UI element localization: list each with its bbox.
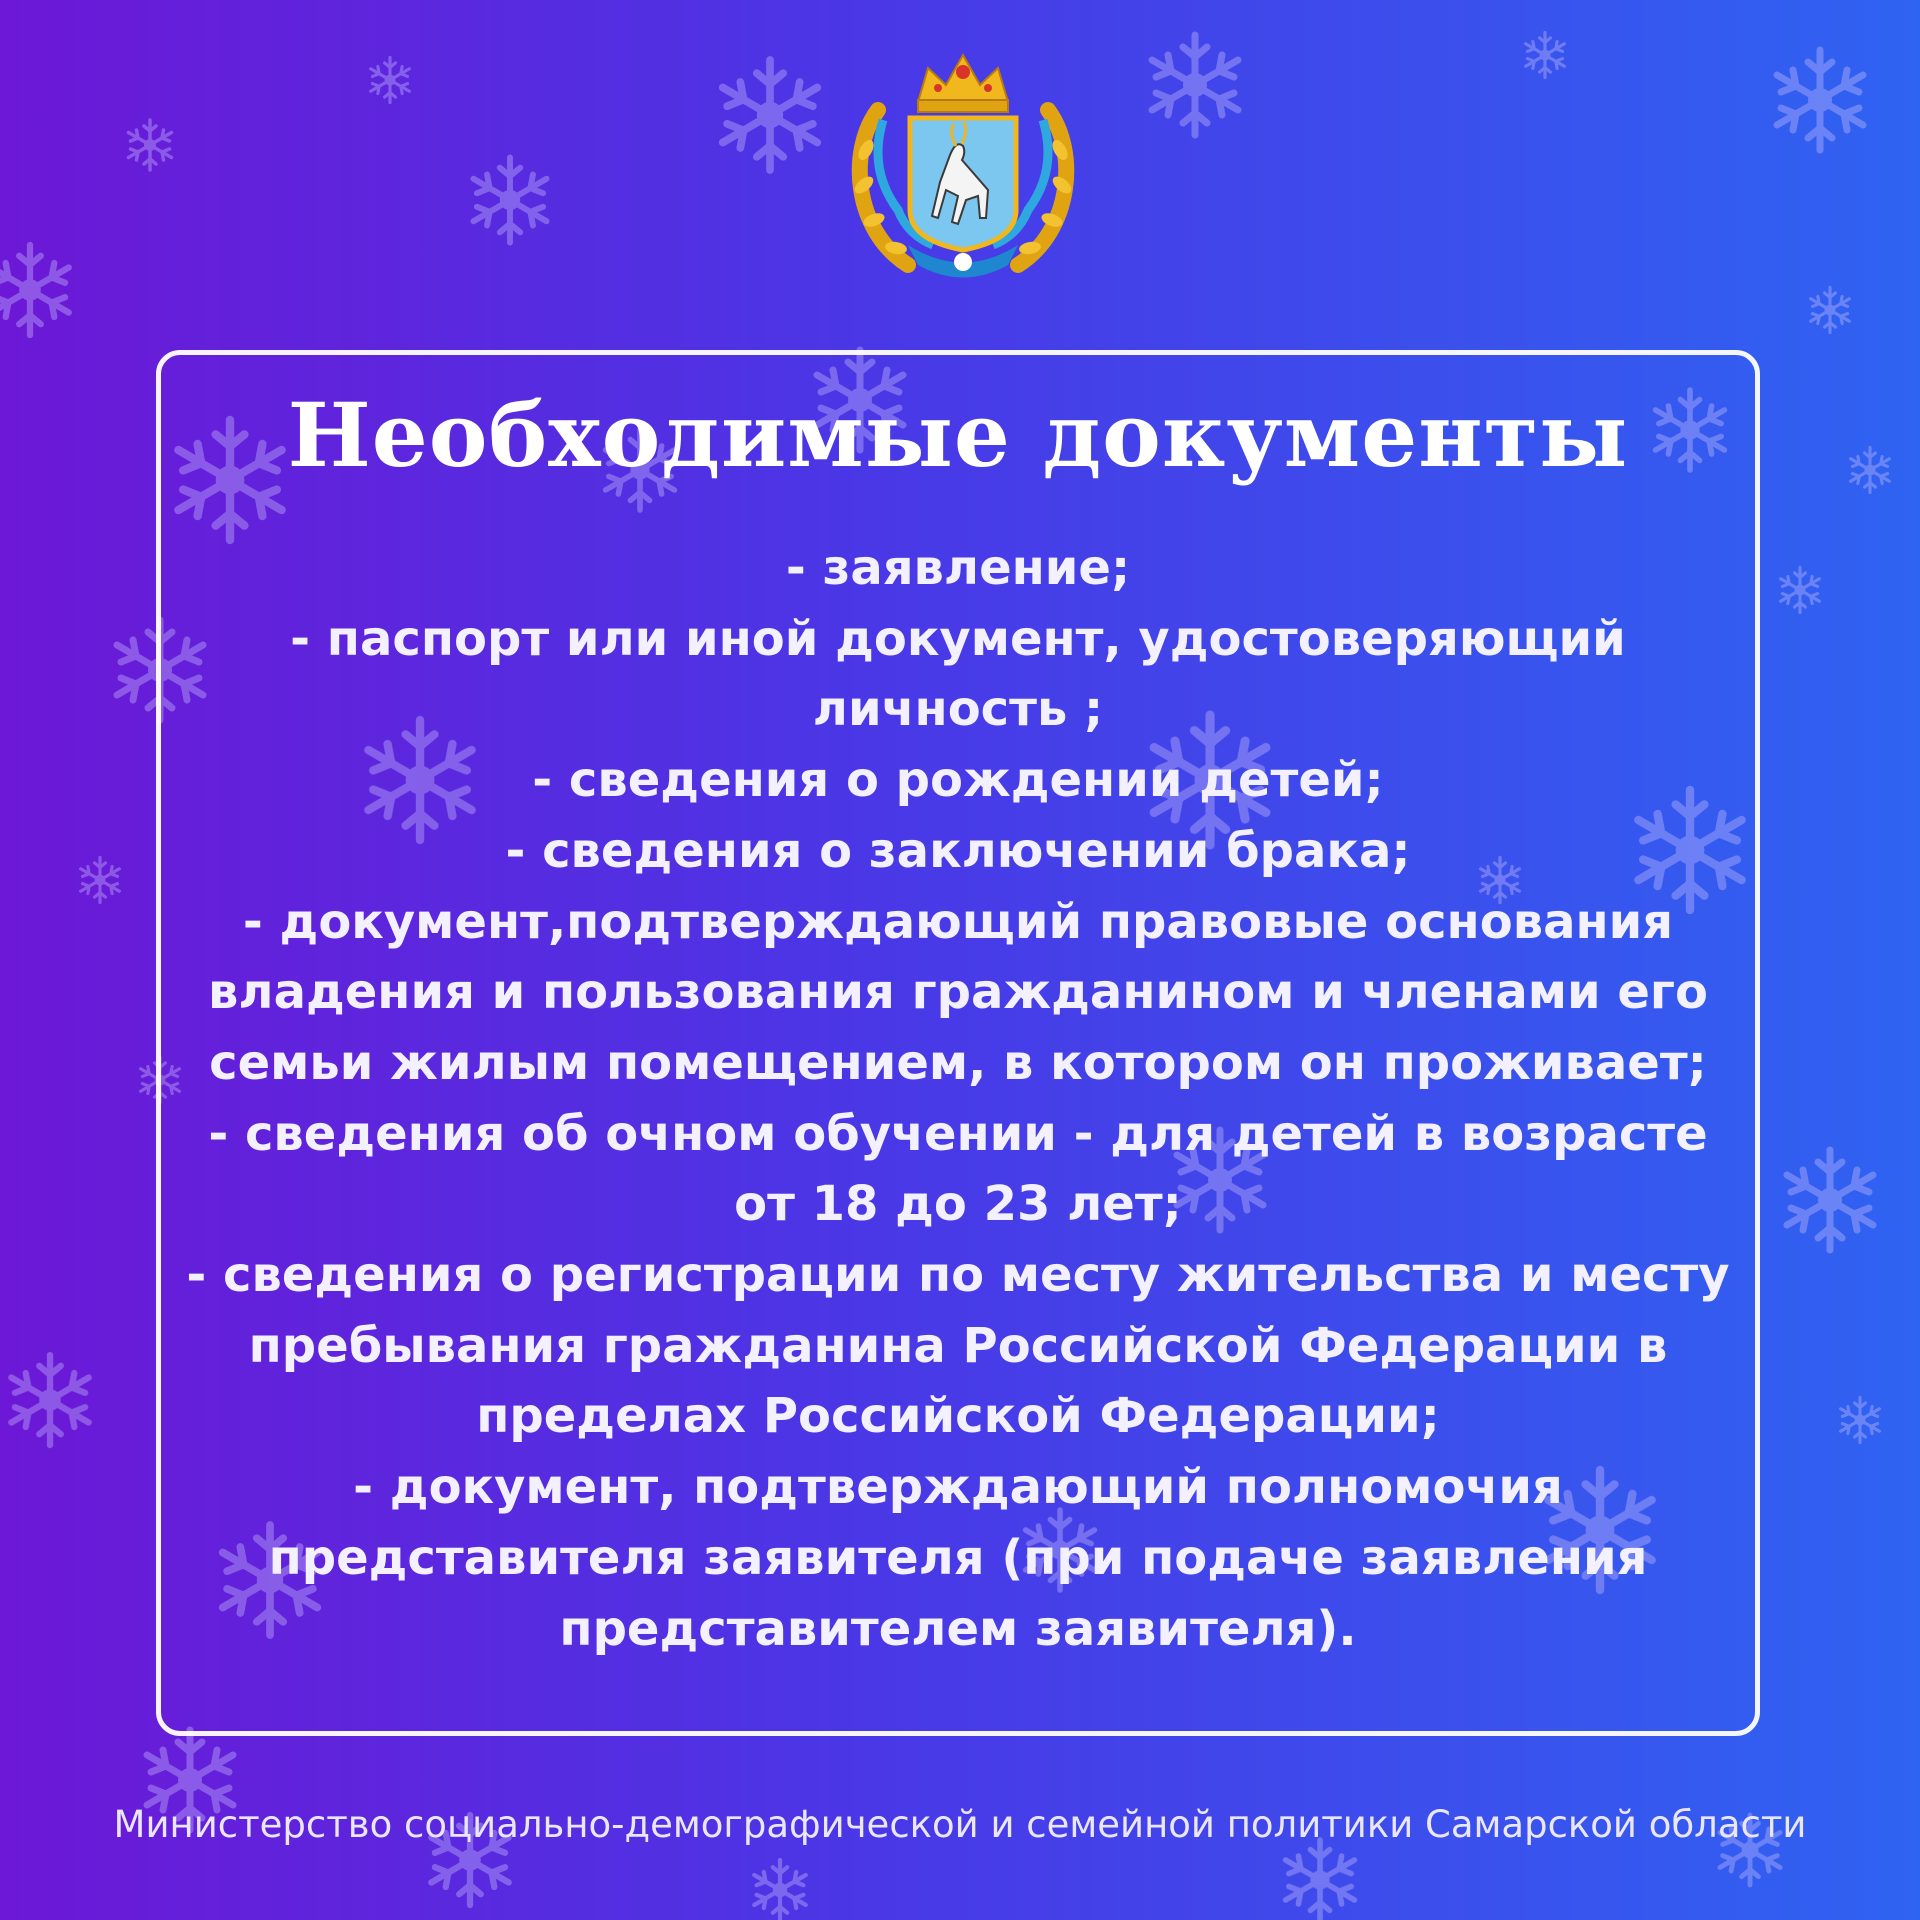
documents-list [176, 533, 1740, 1664]
coat-of-arms-icon [838, 40, 1088, 290]
list-item: - заявление; [785, 540, 1131, 596]
list-item: - сведения о заключении брака; [505, 822, 1411, 879]
list-item: - документ, подтверждающий полномочия представителя заявителя (при подаче заявления представителем заявителя). [268, 1459, 1648, 1657]
page-title: Необходимые документы [287, 383, 1629, 487]
list-item: - документ,подтверждающий правовые основания владения и пользования гражданином и членами его семьи жилым помещением, в котором он проживает; [208, 893, 1708, 1091]
ministry-footer: Министерство социально-демографической и семейной политики Самарской области [113, 1803, 1807, 1846]
list-item: - сведения о рождении детей; [532, 752, 1384, 809]
list-item: - паспорт или иной документ, удостоверяющий личность ; [290, 610, 1626, 738]
list-item: - сведения о регистрации по месту жительства и месту пребывания гражданина Российской Федерации в пределах Российской Федерации; [186, 1247, 1730, 1445]
list-item: - сведения об очном обучении - для детей в возрасте от 18 до 23 лет; [208, 1105, 1708, 1233]
